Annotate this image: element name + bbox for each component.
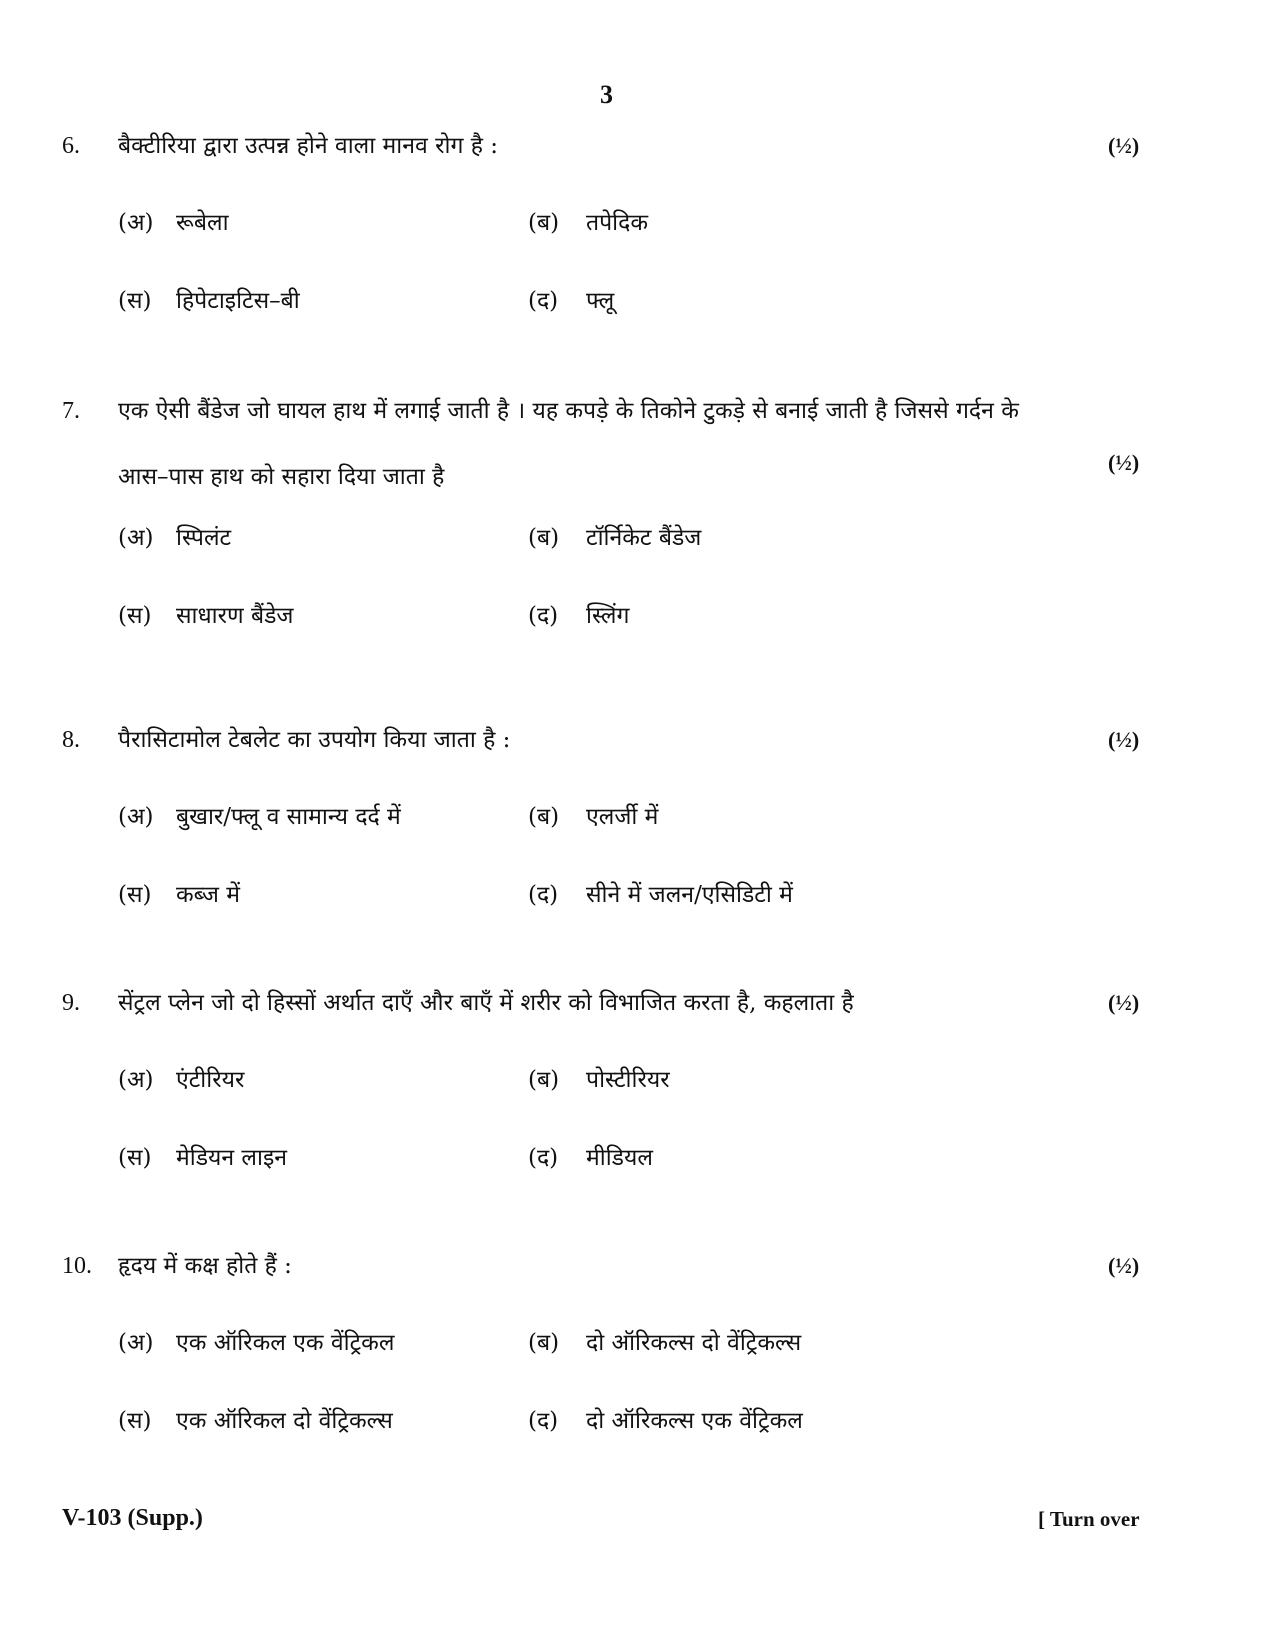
option-b <box>528 1325 801 1357</box>
option-b <box>528 799 658 831</box>
question-number: 10. <box>62 1253 92 1279</box>
option-label: (स) <box>118 882 152 908</box>
question-text: सेंट्रल प्लेन जो दो हिस्सों अर्थात दाएँ और बाएँ में शरीर को विभाजित करता है, कहलाता है <box>118 990 854 1016</box>
option-text: सीने में जलन/एसिडिटी में <box>586 882 793 908</box>
option-label: (द) <box>528 882 559 908</box>
option-text: तपेदिक <box>586 210 649 236</box>
option-text: फ्लू <box>586 288 615 314</box>
question-text: एक ऐसी बैंडेज जो घायल हाथ में लगाई जाती है । यह कपड़े के तिकोने टुकड़े से बनाई जाती है जिससे गर्दन के आस–पास हाथ को सहारा दिया जाता है <box>118 398 1019 490</box>
option-label: (ब) <box>528 804 560 830</box>
option-c <box>118 283 300 315</box>
option-label: (अ) <box>118 804 154 830</box>
question-marks: (½) <box>1108 1253 1140 1278</box>
option-label: (ब) <box>528 1067 560 1093</box>
option-a <box>118 799 401 831</box>
option-text: हिपेटाइटिस–बी <box>176 288 300 314</box>
option-label: (द) <box>528 1408 559 1434</box>
option-a <box>118 520 231 552</box>
option-c <box>118 1140 287 1172</box>
option-b <box>528 520 701 552</box>
option-text: मेडियन लाइन <box>176 1145 288 1171</box>
option-label: (ब) <box>528 525 560 551</box>
option-label: (अ) <box>118 1067 154 1093</box>
question-text: हृदय में कक्ष होते हैं : <box>118 1253 292 1279</box>
option-text: एक ऑरिकल एक वेंट्रिकल <box>176 1330 395 1356</box>
option-c <box>118 598 293 630</box>
option-d <box>528 877 793 909</box>
option-text: कब्ज में <box>176 882 241 908</box>
paper-code: V-103 (Supp.) <box>62 1505 203 1531</box>
option-label: (स) <box>118 1408 152 1434</box>
option-label: (द) <box>528 288 559 314</box>
option-label: (स) <box>118 1145 152 1171</box>
option-d <box>528 1140 653 1172</box>
option-b <box>528 205 648 237</box>
question-number: 9. <box>62 990 80 1016</box>
option-c <box>118 877 240 909</box>
option-text: स्पिलंट <box>176 525 232 551</box>
option-d <box>528 283 614 315</box>
option-c <box>118 1403 393 1435</box>
option-b <box>528 1062 670 1094</box>
option-label: (स) <box>118 603 152 629</box>
option-text: एलर्जी में <box>586 804 659 830</box>
option-label: (अ) <box>118 1330 154 1356</box>
option-text: दो ऑरिकल्स एक वेंट्रिकल <box>586 1408 803 1434</box>
question-number: 8. <box>62 727 80 753</box>
option-text: बुखार/फ्लू व सामान्य दर्द में <box>176 804 401 830</box>
question-text: पैरासिटामोल टेबलेट का उपयोग किया जाता है : <box>118 727 511 753</box>
turn-over-note: [ Turn over <box>1038 1507 1140 1531</box>
option-label: (अ) <box>118 525 154 551</box>
option-text: एंटीरियर <box>176 1067 245 1093</box>
option-label: (अ) <box>118 210 154 236</box>
option-text: मीडियल <box>586 1145 653 1171</box>
question-marks: (½) <box>1108 133 1140 158</box>
option-label: (ब) <box>528 210 560 236</box>
option-a <box>118 1062 244 1094</box>
option-text: स्लिंग <box>586 603 630 629</box>
option-a <box>118 1325 394 1357</box>
page-number: 3 <box>600 80 613 109</box>
option-text: दो ऑरिकल्स दो वेंट्रिकल्स <box>586 1330 802 1356</box>
option-text: पोस्टीरियर <box>586 1067 670 1093</box>
option-text: रूबेला <box>176 210 229 236</box>
option-d <box>528 598 629 630</box>
question-marks: (½) <box>1108 450 1140 475</box>
option-d <box>528 1403 803 1435</box>
question-marks: (½) <box>1108 727 1140 752</box>
question-number: 6. <box>62 133 80 159</box>
option-label: (स) <box>118 288 152 314</box>
option-text: साधारण बैंडेज <box>176 603 294 629</box>
question-number: 7. <box>62 398 80 424</box>
option-a <box>118 205 229 237</box>
question-text: बैक्टीरिया द्वारा उत्पन्न होने वाला मानव रोग है : <box>118 133 498 159</box>
option-label: (ब) <box>528 1330 560 1356</box>
option-text: टॉर्निकेट बैंडेज <box>586 525 702 551</box>
option-label: (द) <box>528 603 559 629</box>
question-marks: (½) <box>1108 990 1140 1015</box>
option-text: एक ऑरिकल दो वेंट्रिकल्स <box>176 1408 393 1434</box>
option-label: (द) <box>528 1145 559 1171</box>
